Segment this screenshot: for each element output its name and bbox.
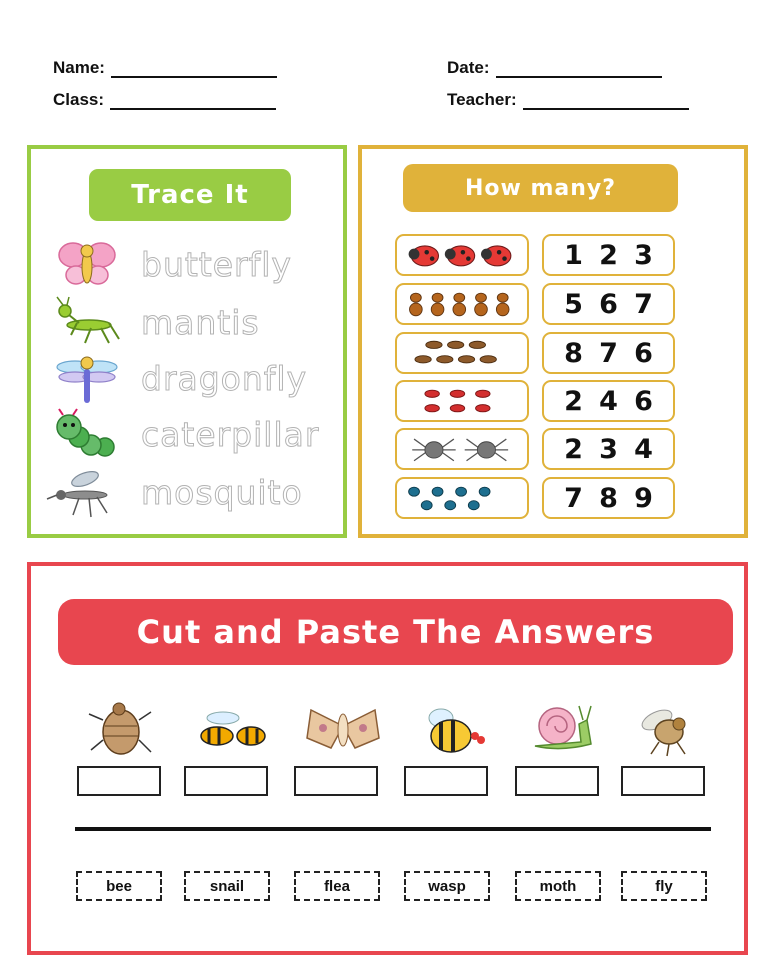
mantis-icon <box>51 295 123 351</box>
name-label: Name: <box>53 58 105 77</box>
word-card-fly[interactable]: fly <box>621 871 707 901</box>
answer-option[interactable]: 1 <box>564 239 583 271</box>
trace-it-title: Trace It <box>89 169 291 221</box>
answer-options-row-5 <box>542 428 675 470</box>
class-field[interactable] <box>53 90 276 110</box>
word-card-moth[interactable]: moth <box>515 871 601 901</box>
trace-row-caterpillar <box>31 407 343 463</box>
answer-box-4[interactable] <box>404 766 488 796</box>
cockroach-icon <box>397 334 527 372</box>
answer-option[interactable]: 5 <box>564 288 583 320</box>
trace-word: mantis <box>141 303 260 342</box>
answer-box-5[interactable] <box>515 766 599 796</box>
answer-option[interactable]: 3 <box>634 239 653 271</box>
class-label: Class: <box>53 90 105 109</box>
word-card-bee[interactable]: bee <box>76 871 162 901</box>
answer-option[interactable]: 6 <box>634 337 653 369</box>
teacher-label: Teacher: <box>447 90 517 109</box>
caterpillar-icon <box>51 407 123 463</box>
date-line[interactable] <box>496 64 662 78</box>
wasp-icon <box>189 696 273 762</box>
answer-box-2[interactable] <box>184 766 268 796</box>
dragonfly-icon <box>51 351 123 407</box>
answer-option[interactable]: 7 <box>599 337 618 369</box>
ant-icon <box>397 285 527 323</box>
word-card-flea[interactable]: flea <box>294 871 380 901</box>
ladybug-icon <box>397 236 527 274</box>
how-many-panel <box>358 145 748 538</box>
answer-option[interactable]: 3 <box>599 433 618 465</box>
date-field[interactable] <box>447 58 662 78</box>
name-line[interactable] <box>111 64 277 78</box>
red-ant-picture <box>395 380 529 422</box>
answer-option[interactable]: 4 <box>599 385 618 417</box>
red-ant-icon <box>397 382 527 420</box>
teacher-field[interactable] <box>447 90 689 110</box>
answer-option[interactable]: 9 <box>634 482 653 514</box>
trace-word: butterfly <box>141 245 292 284</box>
snail-icon <box>521 696 605 762</box>
answer-options-row-2 <box>542 283 675 325</box>
answer-box-1[interactable] <box>77 766 161 796</box>
word-card-snail[interactable]: snail <box>184 871 270 901</box>
beetle-picture <box>395 477 529 519</box>
how-many-title: How many? <box>403 164 678 212</box>
date-label: Date: <box>447 58 490 77</box>
butterfly-icon <box>51 237 123 293</box>
answer-option[interactable]: 8 <box>564 337 583 369</box>
beetle-icon <box>397 479 527 517</box>
answer-option[interactable]: 2 <box>564 385 583 417</box>
trace-row-butterfly <box>31 237 343 293</box>
answer-option[interactable]: 4 <box>634 433 653 465</box>
flea-icon <box>79 696 163 762</box>
trace-word: mosquito <box>141 473 303 512</box>
trace-row-mantis <box>31 295 343 351</box>
trace-it-panel <box>27 145 347 538</box>
answer-box-3[interactable] <box>294 766 378 796</box>
trace-row-dragonfly <box>31 351 343 407</box>
name-field[interactable] <box>53 58 277 78</box>
mosquito-icon <box>45 465 117 521</box>
answer-options-row-6 <box>542 477 675 519</box>
answer-option[interactable]: 6 <box>599 288 618 320</box>
answer-options-row-4 <box>542 380 675 422</box>
class-line[interactable] <box>110 96 276 110</box>
spider-icon <box>397 430 527 468</box>
answer-option[interactable]: 2 <box>599 239 618 271</box>
cut-and-paste-title: Cut and Paste The Answers <box>58 599 733 665</box>
answer-options-row-3 <box>542 332 675 374</box>
answer-option[interactable]: 6 <box>634 385 653 417</box>
ant-picture <box>395 283 529 325</box>
answer-box-6[interactable] <box>621 766 705 796</box>
trace-row-mosquito <box>31 465 343 521</box>
word-card-wasp[interactable]: wasp <box>404 871 490 901</box>
teacher-line[interactable] <box>523 96 689 110</box>
bee-icon <box>411 696 495 762</box>
answer-option[interactable]: 7 <box>634 288 653 320</box>
cut-line-divider <box>75 827 711 831</box>
cut-and-paste-panel <box>27 562 748 955</box>
answer-options-row-1 <box>542 234 675 276</box>
trace-word: dragonfly <box>141 359 308 398</box>
fly-icon <box>627 696 711 762</box>
answer-option[interactable]: 8 <box>599 482 618 514</box>
answer-option[interactable]: 7 <box>564 482 583 514</box>
moth-icon <box>301 696 385 762</box>
answer-option[interactable]: 2 <box>564 433 583 465</box>
cockroach-picture <box>395 332 529 374</box>
trace-word: caterpillar <box>141 415 320 454</box>
spider-picture <box>395 428 529 470</box>
ladybug-picture <box>395 234 529 276</box>
